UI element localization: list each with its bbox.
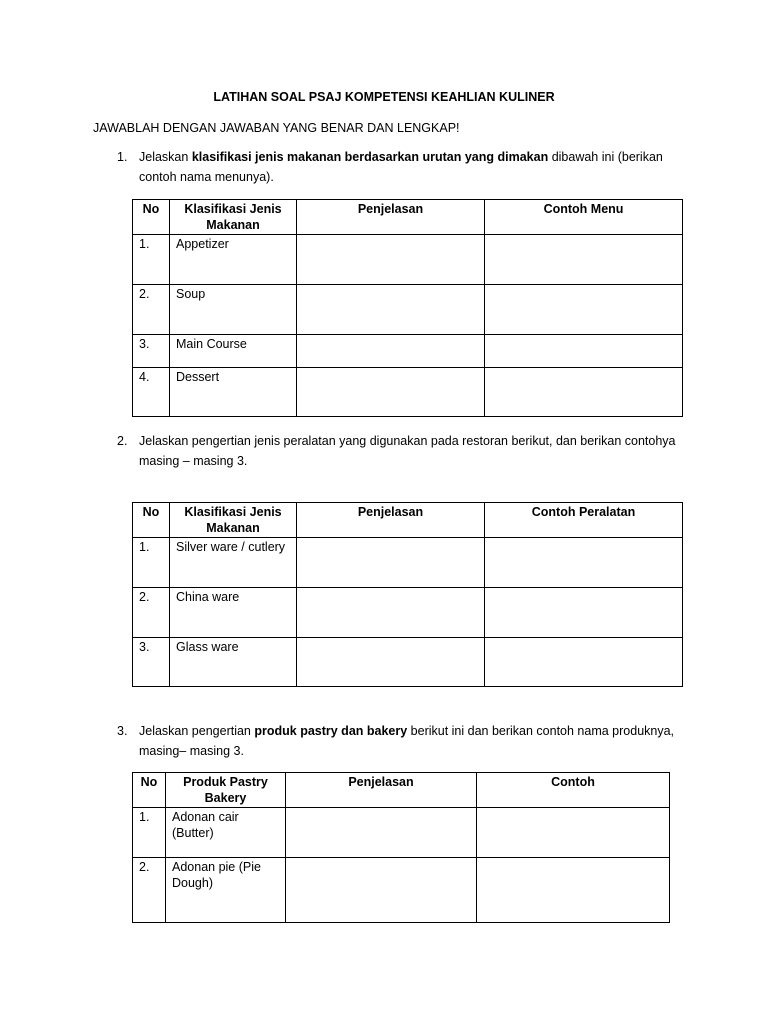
column-header-penjelasan: Penjelasan [297,200,485,235]
table-header-row [133,503,683,538]
column-header-no: No [133,200,170,235]
column-header-contoh: Contoh Menu [485,200,683,235]
row-item: Soup [170,285,297,335]
row-item: Main Course [170,335,297,368]
page-title: LATIHAN SOAL PSAJ KOMPETENSI KEAHLIAN KULINER [213,90,555,104]
question-number: 1. [117,150,128,164]
answer-cell[interactable] [485,638,683,687]
row-number: 2. [133,285,170,335]
row-number: 4. [133,368,170,417]
instruction-text: JAWABLAH DENGAN JAWABAN YANG BENAR DAN LENGKAP! [93,121,460,135]
answer-cell[interactable] [485,335,683,368]
row-number: 3. [133,335,170,368]
row-item: China ware [170,588,297,638]
answer-cell[interactable] [477,808,670,858]
table-header-row [133,200,683,235]
table-3 [132,772,670,923]
column-header-klasifikasi: Klasifikasi Jenis Makanan [170,200,297,235]
answer-cell[interactable] [297,538,485,588]
answer-cell[interactable] [297,335,485,368]
table-row [133,235,683,285]
row-number: 2. [133,588,170,638]
column-header-penjelasan: Penjelasan [297,503,485,538]
answer-cell[interactable] [297,285,485,335]
answer-cell[interactable] [485,285,683,335]
table-row [133,638,683,687]
row-number: 2. [133,858,166,923]
column-header-no: No [133,503,170,538]
row-item: Silver ware / cutlery [170,538,297,588]
table-row [133,538,683,588]
question-text: Jelaskan klasifikasi jenis makanan berdasarkan urutan yang dimakan dibawah ini (berikan contoh nama menunya). [139,150,663,184]
column-header-contoh: Contoh [477,773,670,808]
question-text: Jelaskan pengertian jenis peralatan yang digunakan pada restoran berikut, dan berikan contohya masing – masing 3. [139,434,676,468]
table-row [133,808,670,858]
answer-cell[interactable] [297,638,485,687]
table-2 [132,502,683,687]
question-text: Jelaskan pengertian produk pastry dan bakery berikut ini dan berikan contoh nama produknya, masing– masing 3. [139,724,675,758]
question-number: 2. [117,434,128,448]
row-number: 1. [133,808,166,858]
row-item: Glass ware [170,638,297,687]
table-header-row [133,773,670,808]
answer-cell[interactable] [485,588,683,638]
column-header-contoh: Contoh Peralatan [485,503,683,538]
row-number: 3. [133,638,170,687]
answer-cell[interactable] [297,588,485,638]
column-header-klasifikasi: Klasifikasi Jenis Makanan [170,503,297,538]
answer-cell[interactable] [485,538,683,588]
row-item: Dessert [170,368,297,417]
answer-cell[interactable] [477,858,670,923]
column-header-no: No [133,773,166,808]
column-header-penjelasan: Penjelasan [286,773,477,808]
question-2 [117,431,677,471]
table-1 [132,199,683,417]
question-1 [117,147,677,187]
answer-cell[interactable] [286,808,477,858]
row-item: Adonan cair (Butter) [166,808,286,858]
question-3 [117,721,677,761]
table-row [133,335,683,368]
column-header-produk: Produk Pastry Bakery [166,773,286,808]
row-item: Adonan pie (Pie Dough) [166,858,286,923]
answer-cell[interactable] [485,235,683,285]
question-number: 3. [117,724,128,738]
answer-cell[interactable] [297,368,485,417]
answer-cell[interactable] [286,858,477,923]
row-number: 1. [133,538,170,588]
table-row [133,588,683,638]
answer-cell[interactable] [485,368,683,417]
row-number: 1. [133,235,170,285]
table-row [133,285,683,335]
answer-cell[interactable] [297,235,485,285]
table-row [133,368,683,417]
row-item: Appetizer [170,235,297,285]
table-row [133,858,670,923]
